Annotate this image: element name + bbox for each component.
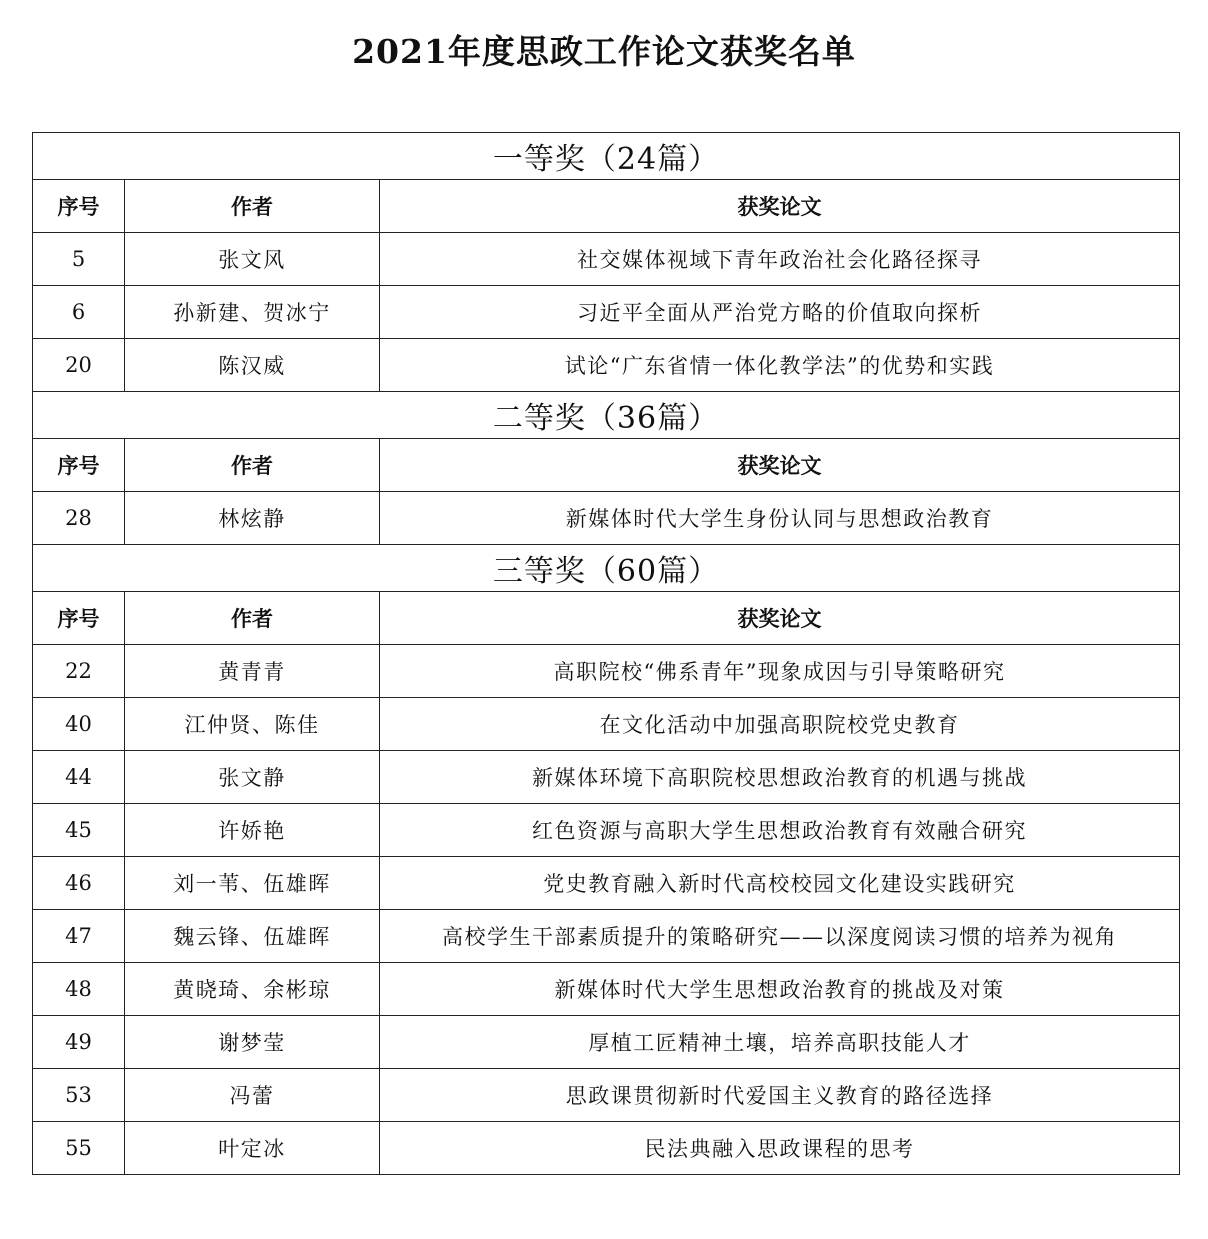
author-cell: 江仲贤、陈佳 [125, 698, 380, 751]
table-row [33, 1016, 1180, 1069]
author-cell: 冯蕾 [125, 1069, 380, 1122]
serial-number-cell: 40 [33, 698, 125, 751]
page-title: 2021年度思政工作论文获奖名单 [352, 32, 856, 71]
author-cell: 孙新建、贺冰宁 [125, 286, 380, 339]
serial-number-cell: 49 [33, 1016, 125, 1069]
serial-number-cell: 28 [33, 492, 125, 545]
paper-title-cell: 试论“广东省情一体化教学法”的优势和实践 [380, 339, 1180, 392]
table-row [33, 339, 1180, 392]
paper-title-cell: 习近平全面从严治党方略的价值取向探析 [380, 286, 1180, 339]
table-row [33, 286, 1180, 339]
author-cell: 陈汉威 [125, 339, 380, 392]
serial-number-cell: 46 [33, 857, 125, 910]
table-row [33, 492, 1180, 545]
author-cell: 谢梦莹 [125, 1016, 380, 1069]
paper-title-cell: 高校学生干部素质提升的策略研究——以深度阅读习惯的培养为视角 [380, 910, 1180, 963]
serial-number-cell: 48 [33, 963, 125, 1016]
author-cell: 魏云锋、伍雄晖 [125, 910, 380, 963]
paper-title-cell: 红色资源与高职大学生思想政治教育有效融合研究 [380, 804, 1180, 857]
award-section-heading: 三等奖（60篇） [33, 545, 1180, 592]
award-section-heading-row [33, 545, 1180, 592]
column-header-author: 作者 [125, 592, 380, 645]
award-section-heading-row [33, 133, 1180, 180]
column-header-number: 序号 [33, 592, 125, 645]
column-header-paper: 获奖论文 [380, 439, 1180, 492]
author-cell: 许娇艳 [125, 804, 380, 857]
table-row [33, 751, 1180, 804]
paper-title-cell: 厚植工匠精神土壤，培养高职技能人才 [380, 1016, 1180, 1069]
serial-number-cell: 6 [33, 286, 125, 339]
table-row [33, 804, 1180, 857]
paper-title-cell: 民法典融入思政课程的思考 [380, 1122, 1180, 1175]
column-header-author: 作者 [125, 439, 380, 492]
paper-title-cell: 新媒体时代大学生思想政治教育的挑战及对策 [380, 963, 1180, 1016]
serial-number-cell: 22 [33, 645, 125, 698]
author-cell: 张文静 [125, 751, 380, 804]
awards-table [32, 132, 1180, 1175]
author-cell: 叶定冰 [125, 1122, 380, 1175]
author-cell: 刘一苇、伍雄晖 [125, 857, 380, 910]
serial-number-cell: 44 [33, 751, 125, 804]
table-row [33, 698, 1180, 751]
table-row [33, 645, 1180, 698]
table-row [33, 1069, 1180, 1122]
author-cell: 黄青青 [125, 645, 380, 698]
paper-title-cell: 新媒体环境下高职院校思想政治教育的机遇与挑战 [380, 751, 1180, 804]
column-header-author: 作者 [125, 180, 380, 233]
column-header-number: 序号 [33, 180, 125, 233]
award-section-heading: 二等奖（36篇） [33, 392, 1180, 439]
paper-title-cell: 新媒体时代大学生身份认同与思想政治教育 [380, 492, 1180, 545]
table-row [33, 910, 1180, 963]
paper-title-cell: 在文化活动中加强高职院校党史教育 [380, 698, 1180, 751]
table-header-row [33, 180, 1180, 233]
table-header-row [33, 439, 1180, 492]
serial-number-cell: 45 [33, 804, 125, 857]
table-header-row [33, 592, 1180, 645]
paper-title-cell: 高职院校“佛系青年”现象成因与引导策略研究 [380, 645, 1180, 698]
column-header-paper: 获奖论文 [380, 180, 1180, 233]
serial-number-cell: 53 [33, 1069, 125, 1122]
table-row [33, 963, 1180, 1016]
table-row [33, 233, 1180, 286]
serial-number-cell: 55 [33, 1122, 125, 1175]
awards-table-body [33, 133, 1180, 1175]
award-section-heading: 一等奖（24篇） [33, 133, 1180, 180]
author-cell: 张文风 [125, 233, 380, 286]
paper-title-cell: 思政课贯彻新时代爱国主义教育的路径选择 [380, 1069, 1180, 1122]
award-section-heading-row [33, 392, 1180, 439]
serial-number-cell: 47 [33, 910, 125, 963]
paper-title-cell: 党史教育融入新时代高校校园文化建设实践研究 [380, 857, 1180, 910]
author-cell: 林炫静 [125, 492, 380, 545]
serial-number-cell: 5 [33, 233, 125, 286]
author-cell: 黄晓琦、余彬琼 [125, 963, 380, 1016]
paper-title-cell: 社交媒体视域下青年政治社会化路径探寻 [380, 233, 1180, 286]
column-header-number: 序号 [33, 439, 125, 492]
column-header-paper: 获奖论文 [380, 592, 1180, 645]
table-row [33, 1122, 1180, 1175]
table-row [33, 857, 1180, 910]
serial-number-cell: 20 [33, 339, 125, 392]
